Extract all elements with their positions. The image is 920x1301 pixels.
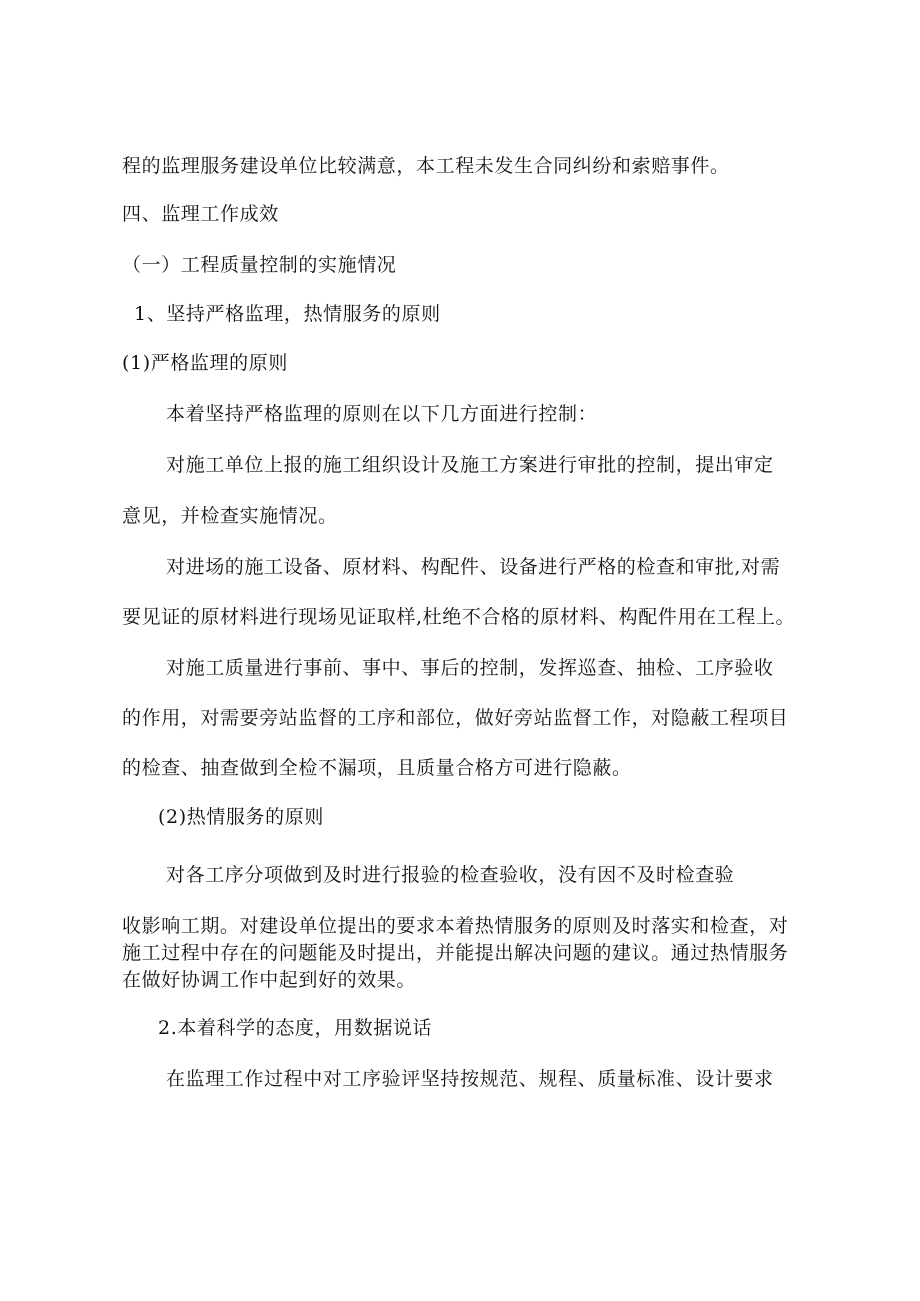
item-heading-1: 1、坚持严格监理，热情服务的原则 — [134, 303, 441, 325]
paragraph-line-6: 对施工质量进行事前、事中、事后的控制，发挥巡查、抽检、工序验收 — [166, 657, 774, 679]
paragraph-line-9: 对各工序分项做到及时进行报验的检查验收，没有因不及时检查验 — [166, 864, 735, 886]
text-line-1: 程的监理服务建设单位比较满意，本工程未发生合同纠纷和索赔事件。 — [122, 155, 730, 177]
subsection-heading-1: （一）工程质量控制的实施情况 — [122, 254, 397, 276]
section-heading-4: 四、监理工作成效 — [122, 203, 279, 225]
paragraph-line-12: 在做好协调工作中起到好的效果。 — [122, 969, 417, 991]
paragraph-line-7: 的作用，对需要旁站监督的工序和部位，做好旁站监督工作，对隐蔽工程项目 — [122, 707, 789, 729]
item-heading-2: 2.本着科学的态度，用数据说话 — [158, 1017, 433, 1039]
paragraph-line-11: 施工过程中存在的问题能及时提出，并能提出解决问题的建议。通过热情服务 — [122, 942, 789, 964]
paragraph-line-13: 在监理工作过程中对工序验评坚持按规范、规程、质量标准、设计要求 — [166, 1068, 774, 1090]
paragraph-line-5: 要见证的原材料进行现场见证取样,杜绝不合格的原材料、构配件用在工程上。 — [122, 606, 796, 628]
paragraph-line-2: 对施工单位上报的施工组织设计及施工方案进行审批的控制，提出审定 — [166, 454, 774, 476]
paragraph-line-3: 意见，并检查实施情况。 — [122, 505, 338, 527]
paragraph-line-1: 本着坚持严格监理的原则在以下几方面进行控制： — [166, 403, 598, 425]
paragraph-line-4: 对进场的施工设备、原材料、构配件、设备进行严格的检查和审批,对需 — [166, 556, 781, 578]
subitem-heading-2: (2)热情服务的原则 — [158, 806, 324, 828]
paragraph-line-10: 收影响工期。对建设单位提出的要求本着热情服务的原则及时落实和检查，对 — [122, 915, 789, 937]
subitem-heading-1: (1)严格监理的原则 — [122, 352, 288, 374]
paragraph-line-8: 的检查、抽查做到全检不漏项，且质量合格方可进行隐蔽。 — [122, 757, 632, 779]
